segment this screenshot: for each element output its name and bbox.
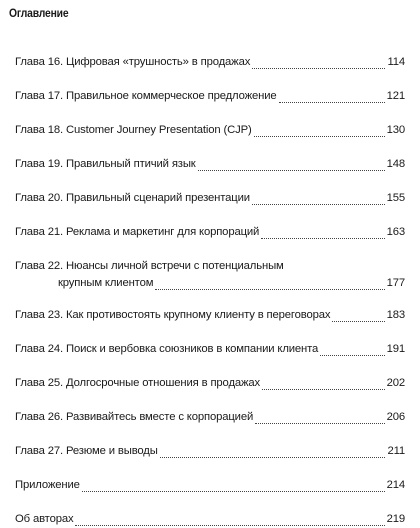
toc-entry-page: 202	[386, 377, 405, 389]
toc-entry-title: Глава 22. Нюансы личной встречи с потенциальным	[15, 260, 284, 272]
toc-entry-title: Приложение	[15, 479, 80, 491]
toc-entry-about-authors[interactable]	[15, 511, 405, 528]
toc-entry-ch19[interactable]	[15, 156, 405, 173]
toc-entry-title: Глава 25. Долгосрочные отношения в продажах	[15, 377, 261, 389]
toc-entry-page: 214	[386, 479, 405, 491]
toc-entry-ch21[interactable]	[15, 224, 405, 241]
dot-leader	[82, 477, 385, 492]
toc-entry-page: 155	[386, 192, 405, 204]
toc-entry-title: Глава 23. Как противостоять крупному клиенту в переговорах	[15, 309, 331, 321]
dot-leader	[198, 156, 385, 171]
toc-entry-page: 206	[386, 411, 405, 423]
dot-leader	[252, 54, 385, 69]
toc-entry-page: 211	[387, 445, 405, 457]
toc-entry-page: 130	[386, 124, 405, 136]
toc-entry-page: 163	[386, 226, 405, 238]
dot-leader	[279, 88, 385, 103]
dot-leader	[160, 443, 386, 458]
toc-entry-ch17[interactable]	[15, 88, 405, 105]
toc-entry-page: 177	[386, 277, 405, 289]
toc-entry-ch26[interactable]	[15, 409, 405, 426]
dot-leader	[254, 122, 385, 137]
toc-entry-ch18[interactable]	[15, 122, 405, 139]
dot-leader	[252, 190, 385, 205]
toc-entry-title: Глава 24. Поиск и вербовка союзников в компании клиента	[15, 343, 319, 355]
toc-entry-page: 114	[387, 56, 405, 68]
toc-entry-page: 148	[386, 158, 405, 170]
dot-leader	[155, 275, 384, 290]
toc-entry-page: 219	[386, 513, 405, 525]
dot-leader	[320, 341, 384, 356]
toc-entry-title: Об авторах	[15, 513, 74, 525]
toc-entry-page: 191	[386, 343, 405, 355]
toc-entry-title: Глава 27. Резюме и выводы	[15, 445, 158, 457]
toc-entry-title: Глава 21. Реклама и маркетинг для корпораций	[15, 226, 260, 238]
toc-entry-title: Глава 16. Цифровая «трушность» в продажах	[15, 56, 251, 68]
toc-entry-ch24[interactable]	[15, 341, 405, 358]
toc-entry-title-continued: крупным клиентом	[58, 277, 154, 289]
toc-entry-title: Глава 20. Правильный сценарий презентации	[15, 192, 250, 204]
dot-leader	[262, 375, 385, 390]
dot-leader	[261, 224, 384, 239]
toc-list	[15, 54, 405, 528]
toc-entry-ch22[interactable]	[15, 258, 405, 292]
toc-entry-ch16[interactable]	[15, 54, 405, 71]
toc-entry-appendix[interactable]	[15, 477, 405, 494]
dot-leader	[332, 307, 384, 322]
toc-heading: Оглавление	[9, 8, 69, 20]
toc-entry-ch27[interactable]	[15, 443, 405, 460]
toc-entry-title: Глава 19. Правильный птичий язык	[15, 158, 196, 170]
toc-entry-ch23[interactable]	[15, 307, 405, 324]
toc-entry-title: Глава 18. Customer Journey Presentation (CJP)	[15, 124, 252, 136]
dot-leader	[255, 409, 384, 424]
toc-entry-page: 183	[386, 309, 405, 321]
toc-entry-title: Глава 17. Правильное коммерческое предложение	[15, 90, 277, 102]
toc-entry-title: Глава 26. Развивайтесь вместе с корпорацией	[15, 411, 254, 423]
toc-entry-ch25[interactable]	[15, 375, 405, 392]
toc-entry-page: 121	[386, 90, 405, 102]
toc-entry-ch20[interactable]	[15, 190, 405, 207]
